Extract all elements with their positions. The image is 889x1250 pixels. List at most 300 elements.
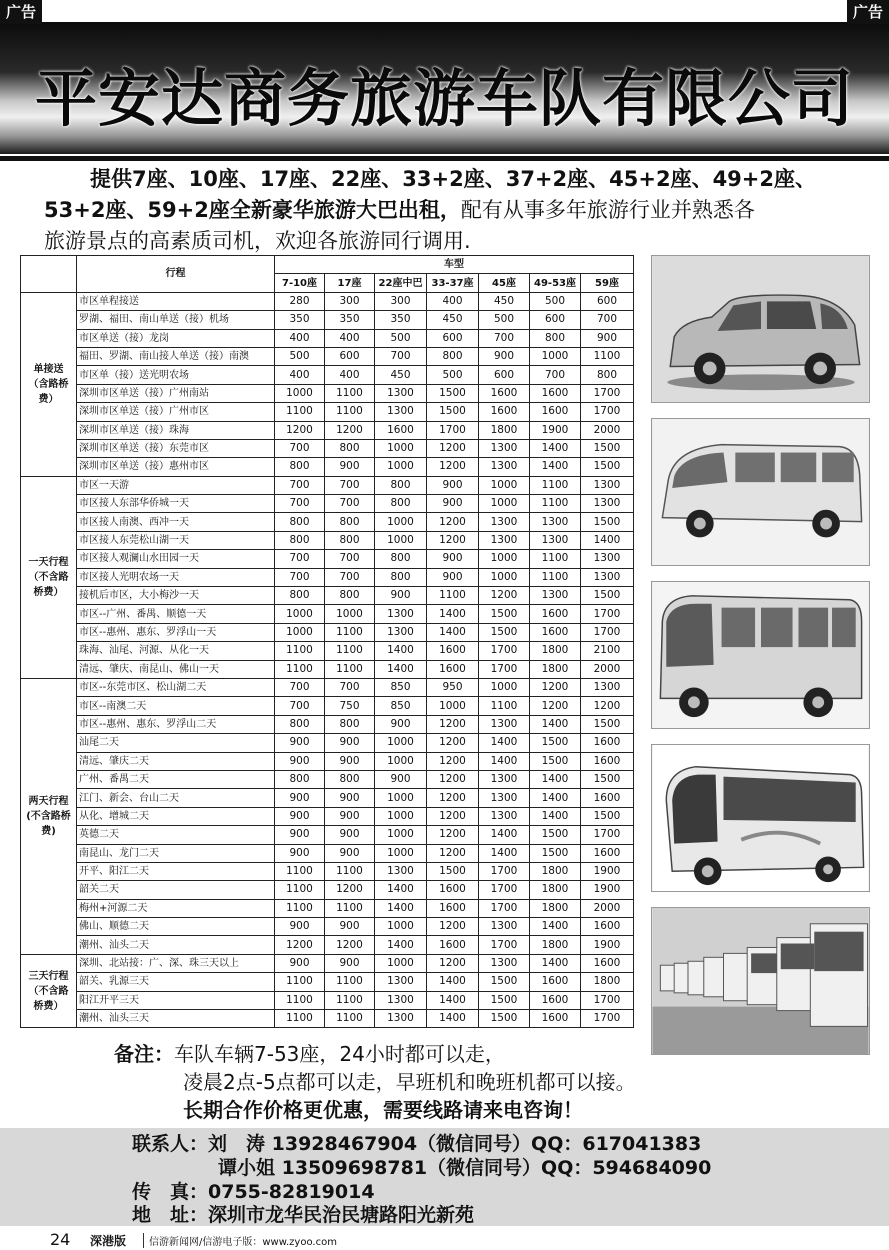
price-cell: 800: [325, 770, 375, 788]
category-label-line: 费）: [38, 393, 59, 405]
page-number: 24: [50, 1230, 71, 1249]
price-cell: 1000: [375, 844, 427, 862]
price-cell: 800: [325, 439, 375, 457]
route-cell: 清远、肇庆二天: [77, 752, 275, 770]
column-header: 59座: [581, 274, 634, 292]
table-row: [21, 421, 634, 439]
table-row: [21, 770, 634, 788]
price-cell: 1500: [581, 807, 634, 825]
price-cell: 1100: [325, 862, 375, 880]
route-cell: 从化、增城二天: [77, 807, 275, 825]
price-cell: 1300: [375, 1010, 427, 1028]
notes-line-1-text: 车队车辆7-53座，24小时都可以走，: [174, 1042, 505, 1066]
price-cell: 1400: [479, 752, 530, 770]
price-cell: 900: [479, 347, 530, 365]
price-cell: 1600: [581, 954, 634, 972]
price-cell: 1500: [427, 403, 479, 421]
price-cell: 1100: [530, 550, 581, 568]
price-cell: 2000: [581, 421, 634, 439]
price-cell: 1200: [325, 936, 375, 954]
price-cell: 600: [325, 347, 375, 365]
table-row: [21, 973, 634, 991]
contact-fax: [132, 1180, 375, 1204]
price-cell: 1300: [479, 458, 530, 476]
price-cell: 900: [375, 587, 427, 605]
table-row: [21, 623, 634, 641]
price-cell: 1600: [530, 973, 581, 991]
footer: [0, 1230, 889, 1250]
price-cell: 1400: [427, 605, 479, 623]
price-cell: 800: [375, 495, 427, 513]
banner-divider: [0, 156, 889, 161]
price-cell: 500: [375, 329, 427, 347]
price-cell: 800: [530, 329, 581, 347]
price-cell: 1700: [479, 642, 530, 660]
price-cell: 1400: [530, 954, 581, 972]
price-cell: 280: [275, 292, 325, 310]
price-cell: 900: [275, 954, 325, 972]
price-cell: 400: [325, 366, 375, 384]
table-row: [21, 366, 634, 384]
price-cell: 1400: [530, 807, 581, 825]
price-cell: 700: [275, 439, 325, 457]
route-cell: 接机后市区，大小梅沙一天: [77, 587, 275, 605]
price-cell: 1300: [479, 715, 530, 733]
price-cell: 1500: [530, 844, 581, 862]
price-cell: 1100: [275, 973, 325, 991]
price-cell: 1700: [581, 403, 634, 421]
price-cell: 1200: [275, 936, 325, 954]
price-cell: 900: [427, 568, 479, 586]
price-cell: 1200: [427, 439, 479, 457]
price-cell: 1800: [530, 862, 581, 880]
coach-bus-icon: [652, 745, 869, 891]
price-cell: 1500: [530, 752, 581, 770]
contact-label: 联系人：: [132, 1133, 209, 1155]
price-cell: 1300: [375, 991, 427, 1009]
table-row: [21, 1010, 634, 1028]
price-cell: 800: [375, 568, 427, 586]
price-cell: 1200: [427, 826, 479, 844]
company-name: 平安达商务旅游车队有限公司: [34, 61, 854, 135]
price-cell: 1500: [581, 715, 634, 733]
price-cell: 1000: [275, 605, 325, 623]
price-cell: 1500: [479, 973, 530, 991]
price-cell: 1900: [581, 862, 634, 880]
price-cell: 800: [375, 476, 427, 494]
price-cell: 900: [427, 550, 479, 568]
price-cell: 1700: [581, 1010, 634, 1028]
column-header: 49-53座: [530, 274, 581, 292]
route-cell: 清远、肇庆、南昆山、佛山一天: [77, 660, 275, 678]
price-cell: 900: [325, 789, 375, 807]
price-cell: 1400: [479, 844, 530, 862]
table-row: [21, 403, 634, 421]
column-header: 22座中巴: [375, 274, 427, 292]
price-cell: 450: [375, 366, 427, 384]
price-cell: 1200: [427, 734, 479, 752]
route-cell: 市区--东莞市区、松山湖二天: [77, 678, 275, 696]
price-cell: 1200: [479, 587, 530, 605]
price-cell: 1300: [375, 973, 427, 991]
price-cell: 1100: [479, 697, 530, 715]
contact-person-2: 谭小姐 13509698781（微信同号）QQ：594684090: [218, 1157, 712, 1179]
price-cell: 1600: [427, 660, 479, 678]
price-cell: 1000: [479, 550, 530, 568]
price-cell: 900: [325, 826, 375, 844]
price-cell: 700: [275, 568, 325, 586]
table-row: [21, 752, 634, 770]
vehicle-photos: [651, 255, 870, 1070]
light-bus-icon: [652, 419, 869, 565]
route-cell: 广州、番禺二天: [77, 770, 275, 788]
price-cell: 900: [275, 752, 325, 770]
intro-line-3: 旅游景点的高素质司机，欢迎各旅游同行调用.: [44, 229, 471, 253]
price-cell: 700: [479, 329, 530, 347]
route-cell: 市区接人光明农场一天: [77, 568, 275, 586]
price-cell: 1300: [375, 384, 427, 402]
table-row: [21, 568, 634, 586]
price-cell: 1100: [275, 660, 325, 678]
price-cell: 1400: [375, 660, 427, 678]
price-cell: 1100: [530, 476, 581, 494]
table-row: [21, 918, 634, 936]
price-cell: 800: [375, 550, 427, 568]
category-label-line: （含路桥: [28, 378, 69, 390]
route-cell: 江门、新会、台山二天: [77, 789, 275, 807]
route-cell: 福田、罗湖、南山接人单送（接）南澳: [77, 347, 275, 365]
price-cell: 1600: [427, 936, 479, 954]
route-cell: 市区--南澳二天: [77, 697, 275, 715]
price-cell: 1600: [581, 734, 634, 752]
price-cell: 2000: [581, 660, 634, 678]
price-cell: 1000: [375, 954, 427, 972]
price-cell: 1700: [479, 899, 530, 917]
table-row: [21, 936, 634, 954]
price-cell: 700: [325, 495, 375, 513]
category-cell: [21, 954, 77, 1028]
price-cell: 1000: [479, 495, 530, 513]
price-cell: 1200: [325, 881, 375, 899]
price-cell: 1400: [479, 734, 530, 752]
price-cell: 750: [325, 697, 375, 715]
price-cell: 1500: [479, 1010, 530, 1028]
price-cell: 1300: [479, 807, 530, 825]
price-cell: 900: [375, 715, 427, 733]
price-cell: 1900: [530, 421, 581, 439]
price-cell: 1700: [479, 660, 530, 678]
contact-person-1: [132, 1132, 701, 1156]
price-cell: 300: [375, 292, 427, 310]
price-cell: 500: [530, 292, 581, 310]
price-cell: 900: [325, 954, 375, 972]
category-cell: [21, 476, 77, 678]
price-cell: 600: [530, 311, 581, 329]
price-cell: 1300: [530, 531, 581, 549]
price-cell: 1300: [479, 531, 530, 549]
route-cell: 南昆山、龙门二天: [77, 844, 275, 862]
price-cell: 1000: [375, 918, 427, 936]
price-cell: 1700: [581, 991, 634, 1009]
route-cell: 市区接人观澜山水田园一天: [77, 550, 275, 568]
price-cell: 1600: [479, 403, 530, 421]
route-cell: 韶关二天: [77, 881, 275, 899]
price-cell: 700: [325, 568, 375, 586]
price-cell: 1000: [479, 568, 530, 586]
price-cell: 1100: [325, 973, 375, 991]
price-cell: 1700: [581, 605, 634, 623]
price-cell: 800: [325, 531, 375, 549]
price-cell: 1500: [427, 384, 479, 402]
price-cell: 1000: [375, 513, 427, 531]
price-cell: 1800: [479, 421, 530, 439]
route-cell: 市区接人东莞松山湖一天: [77, 531, 275, 549]
category-label-line: (不含路桥: [26, 810, 71, 822]
price-cell: 1800: [530, 642, 581, 660]
price-cell: 850: [375, 697, 427, 715]
price-cell: 400: [275, 329, 325, 347]
price-cell: 700: [275, 697, 325, 715]
column-header: 7-10座: [275, 274, 325, 292]
price-cell: 1300: [581, 550, 634, 568]
category-cell: [21, 292, 77, 476]
route-cell: 市区单程接送: [77, 292, 275, 310]
column-header: 33-37座: [427, 274, 479, 292]
price-cell: 1100: [325, 991, 375, 1009]
route-cell: 深圳市区单送（接）东莞市区: [77, 439, 275, 457]
price-cell: 800: [275, 770, 325, 788]
price-cell: 900: [275, 826, 325, 844]
price-cell: 1200: [427, 513, 479, 531]
route-cell: 珠海、汕尾、河源、从化一天: [77, 642, 275, 660]
table-row: [21, 862, 634, 880]
table-row: [21, 347, 634, 365]
price-cell: 1500: [581, 458, 634, 476]
table-row: [21, 844, 634, 862]
price-cell: 1000: [275, 384, 325, 402]
price-cell: 1000: [427, 697, 479, 715]
category-label-line: 桥费）: [33, 586, 64, 598]
price-cell: 1400: [530, 715, 581, 733]
intro-line-1: 提供7座、10座、17座、22座、33+2座、37+2座、45+2座、49+2座、: [90, 167, 817, 191]
route-cell: 英德二天: [77, 826, 275, 844]
price-cell: 900: [325, 807, 375, 825]
price-cell: 1000: [375, 807, 427, 825]
table-row: [21, 384, 634, 402]
price-cell: 1600: [530, 1010, 581, 1028]
price-cell: 1300: [479, 789, 530, 807]
route-cell: 深圳市区单送（接）珠海: [77, 421, 275, 439]
price-cell: 900: [325, 734, 375, 752]
price-cell: 1600: [581, 752, 634, 770]
price-cell: 1000: [375, 531, 427, 549]
price-cell: 1300: [479, 439, 530, 457]
price-cell: 1200: [427, 531, 479, 549]
price-cell: 1000: [479, 678, 530, 696]
site-link[interactable]: 信游新闻网/信游电子版：www.zyoo.com: [143, 1233, 337, 1248]
route-cell: 市区接人东部华侨城一天: [77, 495, 275, 513]
price-cell: 1300: [479, 918, 530, 936]
price-cell: 900: [325, 458, 375, 476]
price-cell: 1100: [275, 403, 325, 421]
price-cell: 1200: [427, 789, 479, 807]
price-cell: 800: [275, 531, 325, 549]
price-cell: 500: [479, 311, 530, 329]
contact-person-1-info: 刘 涛 13928467904（微信同号）QQ：617041383: [208, 1133, 702, 1155]
price-cell: 600: [581, 292, 634, 310]
price-cell: 1000: [275, 623, 325, 641]
price-cell: 1600: [581, 844, 634, 862]
price-cell: 400: [325, 329, 375, 347]
edition-label: 深港版: [90, 1234, 127, 1248]
notes-section: [0, 1040, 889, 1124]
price-cell: 1800: [530, 936, 581, 954]
intro-line-2-bold: 53+2座、59+2座全新豪华旅游大巴出租，: [44, 198, 461, 222]
price-cell: 1600: [479, 384, 530, 402]
price-cell: 1300: [530, 513, 581, 531]
price-cell: 1400: [427, 973, 479, 991]
intro-line-2: [0, 195, 889, 226]
price-cell: 1800: [530, 660, 581, 678]
category-label-line: 两天行程: [28, 795, 69, 807]
price-cell: 900: [275, 807, 325, 825]
price-cell: 1100: [275, 881, 325, 899]
price-cell: 1200: [275, 421, 325, 439]
route-cell: 阳江开平三天: [77, 991, 275, 1009]
price-cell: 1000: [479, 476, 530, 494]
price-cell: 1600: [427, 899, 479, 917]
table-row: [21, 495, 634, 513]
price-cell: 600: [427, 329, 479, 347]
price-cell: 400: [275, 366, 325, 384]
price-cell: 1500: [427, 862, 479, 880]
price-cell: 1700: [581, 384, 634, 402]
price-cell: 1300: [581, 568, 634, 586]
header-route: 行程: [77, 256, 275, 293]
price-cell: 1400: [427, 623, 479, 641]
price-cell: 1900: [581, 881, 634, 899]
table-row: [21, 476, 634, 494]
price-cell: 1200: [427, 715, 479, 733]
route-cell: 佛山、顺德二天: [77, 918, 275, 936]
price-cell: 500: [275, 347, 325, 365]
route-cell: 市区接人南澳、西冲一天: [77, 513, 275, 531]
price-cell: 1100: [325, 403, 375, 421]
notes-label: 备注：: [114, 1042, 174, 1066]
price-cell: 1500: [479, 623, 530, 641]
price-cell: 900: [325, 752, 375, 770]
price-cell: 700: [275, 476, 325, 494]
notes-line-2: 凌晨2点-5点都可以走，早班机和晚班机都可以接。: [183, 1070, 636, 1094]
table-row: [21, 697, 634, 715]
price-cell: 1300: [375, 862, 427, 880]
contact-address: [132, 1203, 474, 1227]
minivan-photo: [651, 255, 870, 403]
price-cell: 1400: [530, 770, 581, 788]
price-cell: 1000: [375, 439, 427, 457]
price-cell: 1200: [325, 421, 375, 439]
price-cell: 1100: [325, 384, 375, 402]
price-cell: 800: [325, 513, 375, 531]
header-category-blank: [21, 256, 77, 293]
price-cell: 1500: [581, 513, 634, 531]
price-cell: 2100: [581, 642, 634, 660]
price-cell: 1700: [581, 826, 634, 844]
price-cell: 1300: [530, 587, 581, 605]
table-row: [21, 605, 634, 623]
price-cell: 1500: [581, 770, 634, 788]
price-cell: 350: [275, 311, 325, 329]
price-cell: 1100: [325, 899, 375, 917]
price-cell: 800: [427, 347, 479, 365]
route-cell: 深圳、北站接：广、深、珠三天以上: [77, 954, 275, 972]
price-table-body: [21, 292, 634, 1028]
price-cell: 1400: [375, 899, 427, 917]
price-cell: 1500: [530, 734, 581, 752]
price-cell: 500: [427, 366, 479, 384]
route-cell: 潮州、汕头三天: [77, 1010, 275, 1028]
price-cell: 400: [427, 292, 479, 310]
route-cell: 深圳市区单送（接）广州南站: [77, 384, 275, 402]
price-cell: 1600: [530, 623, 581, 641]
table-row: [21, 439, 634, 457]
price-cell: 1600: [427, 642, 479, 660]
fax-label: 传 真：: [132, 1181, 209, 1203]
category-label-line: （不含路: [28, 985, 69, 997]
notes-line-3: 长期合作价格更优惠，需要线路请来电咨询！: [183, 1098, 583, 1122]
route-cell: 深圳市区单送（接）广州市区: [77, 403, 275, 421]
price-cell: 1300: [581, 678, 634, 696]
route-cell: 市区单送（接）龙岗: [77, 329, 275, 347]
category-label-line: 桥费）: [33, 1000, 64, 1012]
bus-fleet-icon: [652, 908, 869, 1054]
route-cell: 韶关、乳源三天: [77, 973, 275, 991]
route-cell: 罗湖、福田、南山单送（接）机场: [77, 311, 275, 329]
price-cell: 1100: [325, 1010, 375, 1028]
price-cell: 1200: [530, 697, 581, 715]
category-cell: [21, 678, 77, 954]
price-cell: 700: [275, 550, 325, 568]
price-cell: 1900: [581, 936, 634, 954]
price-cell: 1100: [275, 862, 325, 880]
fax-number: 0755-82819014: [208, 1181, 375, 1203]
price-cell: 1000: [530, 347, 581, 365]
price-cell: 1400: [375, 642, 427, 660]
price-cell: 1600: [427, 881, 479, 899]
table-row: [21, 292, 634, 310]
price-cell: 1800: [581, 973, 634, 991]
table-row: [21, 458, 634, 476]
price-cell: 1300: [581, 495, 634, 513]
price-cell: 1200: [581, 697, 634, 715]
price-cell: 1400: [530, 439, 581, 457]
price-cell: 350: [375, 311, 427, 329]
price-cell: 1200: [427, 918, 479, 936]
table-row: [21, 954, 634, 972]
price-cell: 1800: [530, 881, 581, 899]
bus-fleet-photo: [651, 907, 870, 1055]
price-cell: 800: [275, 458, 325, 476]
table-row: [21, 531, 634, 549]
price-cell: 1200: [427, 807, 479, 825]
price-cell: 1000: [375, 734, 427, 752]
price-cell: 1500: [479, 991, 530, 1009]
price-cell: 700: [581, 311, 634, 329]
price-cell: 1200: [427, 458, 479, 476]
table-row: [21, 550, 634, 568]
price-cell: 1500: [581, 587, 634, 605]
table-row: [21, 991, 634, 1009]
